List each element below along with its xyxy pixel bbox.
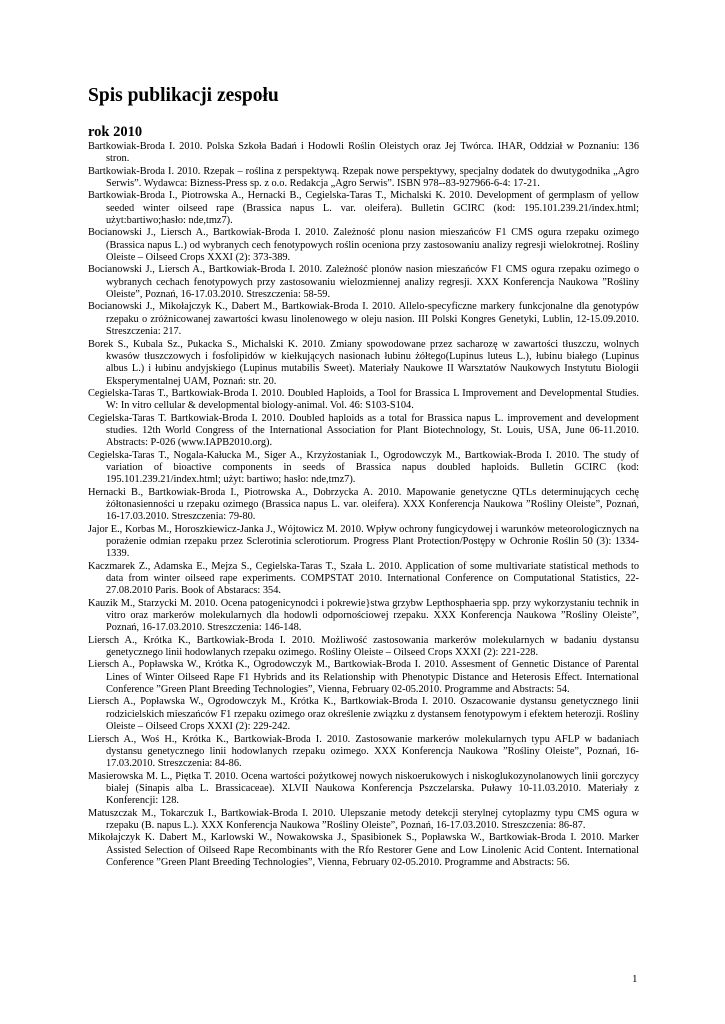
publication-entry: Bartkowiak-Broda I. 2010. Rzepak – roślina z perspektywą. Rzepak nowe perspektywy, specjalny dodatek do dwutygodnika „Agro Serwis”. Wydawca: Bizness-Press sp. z o.o. Redakcja „Agro Serwis”. ISBN 978--83-927966-6-4: 17-21. <box>88 165 639 190</box>
publication-entry: Bocianowski J., Mikołajczyk K., Dabert M., Bartkowiak-Broda I. 2010. Allelo-specyficzne markery funkcjonalne dla genotypów rzepaku o zróżnicowanej zawartości kwasu linolenowego w oleju nasion. III Polski Kongres Genetyki, Lublin, 12-15.09.2010. Streszczenia: 217. <box>88 301 639 338</box>
publication-entry: Cegielska-Taras T., Nogala-Kałucka M., Siger A., Krzyżostaniak I., Ogrodowczyk M., Bartkowiak-Broda I. 2010. The study of variation of bioactive components in seeds of Brassica napus doubled haploids. Bulletin GCIRC (kod: 195.101.239.21/index.html; użyt: bartiwo; hasło: nde,tmz7). <box>88 449 639 486</box>
publication-entry: Bartkowiak-Broda I. 2010. Polska Szkoła Badań i Hodowli Roślin Oleistych oraz Jej Twórca. IHAR, Oddział w Poznaniu: 136 stron. <box>88 141 639 165</box>
publication-entry: Kaczmarek Z., Adamska E., Mejza S., Cegielska-Taras T., Szała L. 2010. Application of some multivariate statistical methods to data from winter oilseed rape experiments. COMPSTAT 2010. International Conference on Computational Statistics, 22-27.08.2010 Paris. Book of Abstaracs: 354. <box>88 560 639 597</box>
publication-list <box>88 141 639 869</box>
publication-entry: Liersch A., Krótka K., Bartkowiak-Broda I. 2010. Możliwość zastosowania markerów molekularnych w badaniu dystansu genetycznego linii hodowlanych rzepaku ozimego. Rośliny Oleiste – Oilseed Crops XXXI (2): 221-228. <box>88 634 639 659</box>
publication-entry: Mikołajczyk K. Dabert M., Karlowski W., Nowakowska J., Spasibionek S., Popławska W., Bartkowiak-Broda I. 2010. Marker Assisted Selection of Oilseed Rape Recombinants with the Rfo Restorer Gene and Low Linolenic Acid Content. International Conference ”Green Plant Breeding Technologies”, Vienna, February 02-05.2010. Programme and Abstracts: 56. <box>88 832 639 868</box>
publication-entry: Liersch A., Popławska W., Krótka K., Ogrodowczyk M., Bartkowiak-Broda I. 2010. Assesment of Gennetic Distance of Parental Lines of Winter Oilseed Rape F1 Hybrids and its Relationship with Phenotypic Distance and Heterosis Effect. International Conference ”Green Plant Breeding Technologies”, Vienna, February 02-05.2010. Programme and Abstracts: 54. <box>88 659 639 696</box>
publication-entry: Cegielska-Taras T., Bartkowiak-Broda I. 2010. Doubled Haploids, a Tool for Brassica L Improvement and Developmental Studies. W: In vitro cellular & developmental biology-animal. Vol. 46: S103-S104. <box>88 387 639 412</box>
publication-entry: Kauzik M., Starzycki M. 2010. Ocena patogenicynodci i pokrewie}stwa grzybw Lepthosphaeria spp. przy wykorzystaniu technik in vitro oraz markerów molekularnych dla hodowli odpornościowej rzepaku. XXX Konferencja Naukowa ”Rośliny Oleiste”, Poznań, 16-17.03.2010. Streszczenia: 146-148. <box>88 597 639 634</box>
publication-entry: Borek S., Kubala Sz., Pukacka S., Michalski K. 2010. Zmiany spowodowane przez sacharozę w zawartości tłuszczu, wolnych kwasów tłuszczowych i fosfolipidów w kiełkujących nasionach łubinu żółtego(Lupinus luteus L.), łubinu białego (Lupinus albus L.) i łubinu andyjskiego (Lupinus mutabilis Sweet). Materiały Naukowe II Warsztatów Naukowych Instytutu Biologii Eksperymentalnej UAM, Poznań: str. 20. <box>88 338 639 387</box>
page-title: Spis publikacji zespołu <box>88 85 279 106</box>
publication-entry: Liersch A., Popławska W., Ogrodowczyk M., Krótka K., Bartkowiak-Broda I. 2010. Oszacowanie dystansu genetycznego linii rodzicielskich mieszańców F1 rzepaku ozimego oraz określenie związku z dystansem fenotypowym i efektem heterozji. Rośliny Oleiste – Oilseed Crops XXXI (2): 229-242. <box>88 696 639 733</box>
publication-entry: Bartkowiak-Broda I., Piotrowska A., Hernacki B., Cegielska-Taras T., Michalski K. 2010. Development of germplasm of yellow seeded winter oilseed rape (Brassica napus L. var. oleifera). Bulletin GCIRC (kod: 195.101.239.21/index.html; użyt:bartiwo;hasło: nde,tmz7). <box>88 190 639 227</box>
publication-entry: Cegielska-Taras T. Bartkowiak-Broda I. 2010. Doubled haploids as a total for Brassica napus L. improvement and development studies. 12th World Congress of the International Association for Plant Biotechnology, St. Louis, USA, June 06-11.2010. Abstracts: P-026 (www.IAPB2010.org). <box>88 412 639 449</box>
publication-entry: Hernacki B., Bartkowiak-Broda I., Piotrowska A., Dobrzycka A. 2010. Mapowanie genetyczne QTLs determinujących cechę żółtonasienności u rzepaku ozimego (Brassica napus L. var. oleifera). XXX Konferencja Naukowa ”Rośliny Oleiste”, Poznań, 16-17.03.2010. Streszczenia: 79-80. <box>88 486 639 523</box>
publication-entry: Liersch A., Woś H., Krótka K., Bartkowiak-Broda I. 2010. Zastosowanie markerów molekularnych typu AFLP w badaniach dystansu genetycznego linii hodowlanych rzepaku ozimego. XXX Konferencja Naukowa ”Rośliny Oleiste”, Poznań, 16-17.03.2010. Streszczenia: 84-86. <box>88 733 639 770</box>
publication-entry: Matuszczak M., Tokarczuk I., Bartkowiak-Broda I. 2010. Ulepszanie metody detekcji sterylnej cytoplazmy typu CMS ogura w rzepaku (B. napus L.). XXX Konferencja Naukowa ”Rośliny Oleiste”, Poznań, 16-17.03.2010. Streszczenia: 86-87. <box>88 807 639 831</box>
publication-entry: Bocianowski J., Liersch A., Bartkowiak-Broda I. 2010. Zależność plonu nasion mieszańców F1 CMS ogura rzepaku ozimego (Brassica napus L.) od wybranych cech fenotypowych roślin oceniona przy zastosowaniu analizy regresji wielokrotnej. Rośliny Oleiste – Oilseed Crops XXXI (2): 373-389. <box>88 227 639 264</box>
year-heading: rok 2010 <box>88 124 143 140</box>
publication-entry: Masierowska M. L., Piętka T. 2010. Ocena wartości pożytkowej nowych niskoerukowych i niskoglukozynolanowych linii gorczycy białej (Sinapis alba L. Brassicaceae). XLVII Naukowa Konferencja Pszczelarska. Puławy 10-11.03.2010. Materiały z Konferencji: 128. <box>88 770 639 807</box>
publication-entry: Bocianowski J., Liersch A., Bartkowiak-Broda I. 2010. Zależność plonów nasion mieszańców F1 CMS ogura rzepaku ozimego o wybranych cechach fenotypowych przy zastosowaniu wielozmiennej analizy regresji. XXX Konferencja Naukowa ”Rośliny Oleiste”, Poznań, 16-17.03.2010. Streszczenia: 58-59. <box>88 264 639 301</box>
publication-entry: Jajor E., Korbas M., Horoszkiewicz-Janka J., Wójtowicz M. 2010. Wpływ ochrony fungicydowej i warunków meteorologicznych na porażenie odmian rzepaku przez Sclerotinia sclerotiorum. Progress Plant Protection/Postępy w Ochronie Roślin 50 (3): 1334-1339. <box>88 523 639 560</box>
page-number: 1 <box>632 973 638 985</box>
